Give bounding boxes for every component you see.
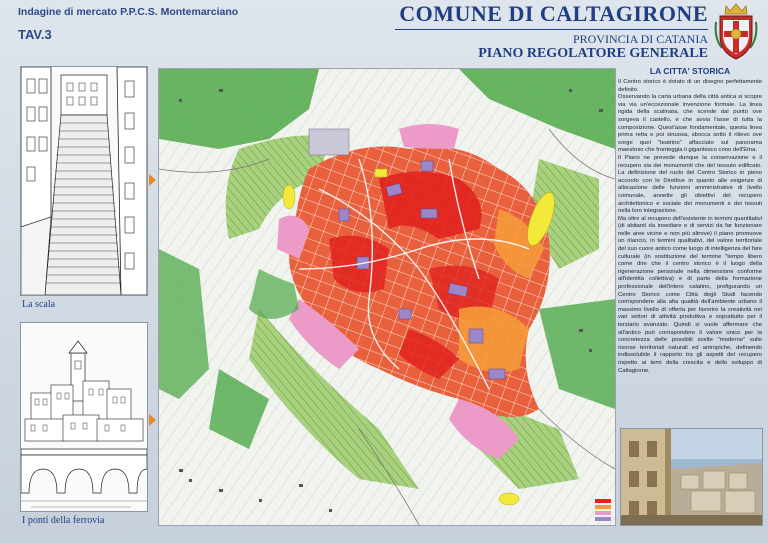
paragraph-intro: Il Centro storico è dotato di un disegno perfettamente definito.: [618, 79, 762, 93]
staircase-sketch: [20, 66, 148, 296]
paragraph-recovery: Ma oltre al recupero dell'esistente in termini quantitativi (di abitanti da insediare e di servizi da far funzionare nelle aree vicine e non più altrove) il piano promuove un rilancio, in termini qualitativi, del valore territoriale del suo cuore antico come luogo di intelligenza del fare culturale (in sostituzione del termine "tempo libero come dire che il centro storico è il luogo della rigenerazione personale nella dimensione conforme all'identità collettiva) e di parte della formazione professionale dell'intero calatino, prefigurando un Centro Storico come Città degli Studi facendo corrispondere alla alta qualità dell'ambiente urbano il massimo livello di offerta per favorire la creatività nei vari settori di attività produttiva e soprattutto per il terziario avanzato. Quindi si vuole affermare che all'antico può corrispondere il valore unico per la concretezza delle possibili scelte "moderne" sulle risorse territoriali naturali ed antropiche, definendo indissolubile il rapporto tra gli aspetti del recupero rispetto ai temi della crescita e dello sviluppo di Caltagirone.: [618, 215, 762, 374]
main-title: COMUNE DI CALTAGIRONE: [399, 1, 708, 26]
paragraph-form: Osservando la carta urbana della città antica si scopre via via un'eccezionale invenzione formale. La linea rigida della scalinata, che scende dal punto ove sorgeva il castello, e che avvia l'asse di tutta la composizione. Quest'asse fondamentale, questa linea prima retta e poi sinuosa, sbocca sotto il rilievo ove sorge quel "teatrino" affacciato sul panorama maestoso che fronteggia il gigantesco cono dell'Etna.: [618, 94, 762, 154]
province-label: PROVINCIA DI CATANIA: [572, 32, 708, 46]
description-panel: [618, 66, 762, 424]
paragraph-plan: Il Piano ne prevede dunque la conservazione e il recupero sia dei monumenti che del tessuto edificato. La definizione del ruolo del Centro Storico in pieno accordo con le Direttive in quanto alle esigenze di allocazione delle funzioni amministrative di livello comunale, annette gli obiettivi del recupero architettonico e sociale dei monumenti e dei tessuti nella loro integrazione.: [618, 154, 762, 215]
caption-bridges: I ponti della ferrovia: [22, 515, 105, 526]
table-number: TAV.3: [18, 27, 52, 42]
section-title: LA CITTA' STORICA: [649, 66, 731, 76]
arrow-marker: [149, 174, 156, 186]
cityscape-photo-icon: [621, 429, 762, 525]
title-rule: [395, 29, 708, 30]
bridges-sketch: [20, 322, 148, 512]
arrow-marker: [149, 414, 156, 426]
historic-centre-map: [159, 69, 615, 525]
urban-plan-map: [158, 68, 616, 526]
staircase-drawing-icon: [21, 67, 147, 295]
city-crest-icon: [712, 2, 760, 62]
bridges-drawing-icon: [21, 323, 147, 511]
survey-title: Indagine di mercato P.P.C.S. Montemarciano: [18, 6, 239, 18]
caption-staircase: La scala: [22, 299, 56, 310]
city-view-photo: [620, 428, 763, 526]
plan-title: PIANO REGOLATORE GENERALE: [478, 46, 708, 61]
